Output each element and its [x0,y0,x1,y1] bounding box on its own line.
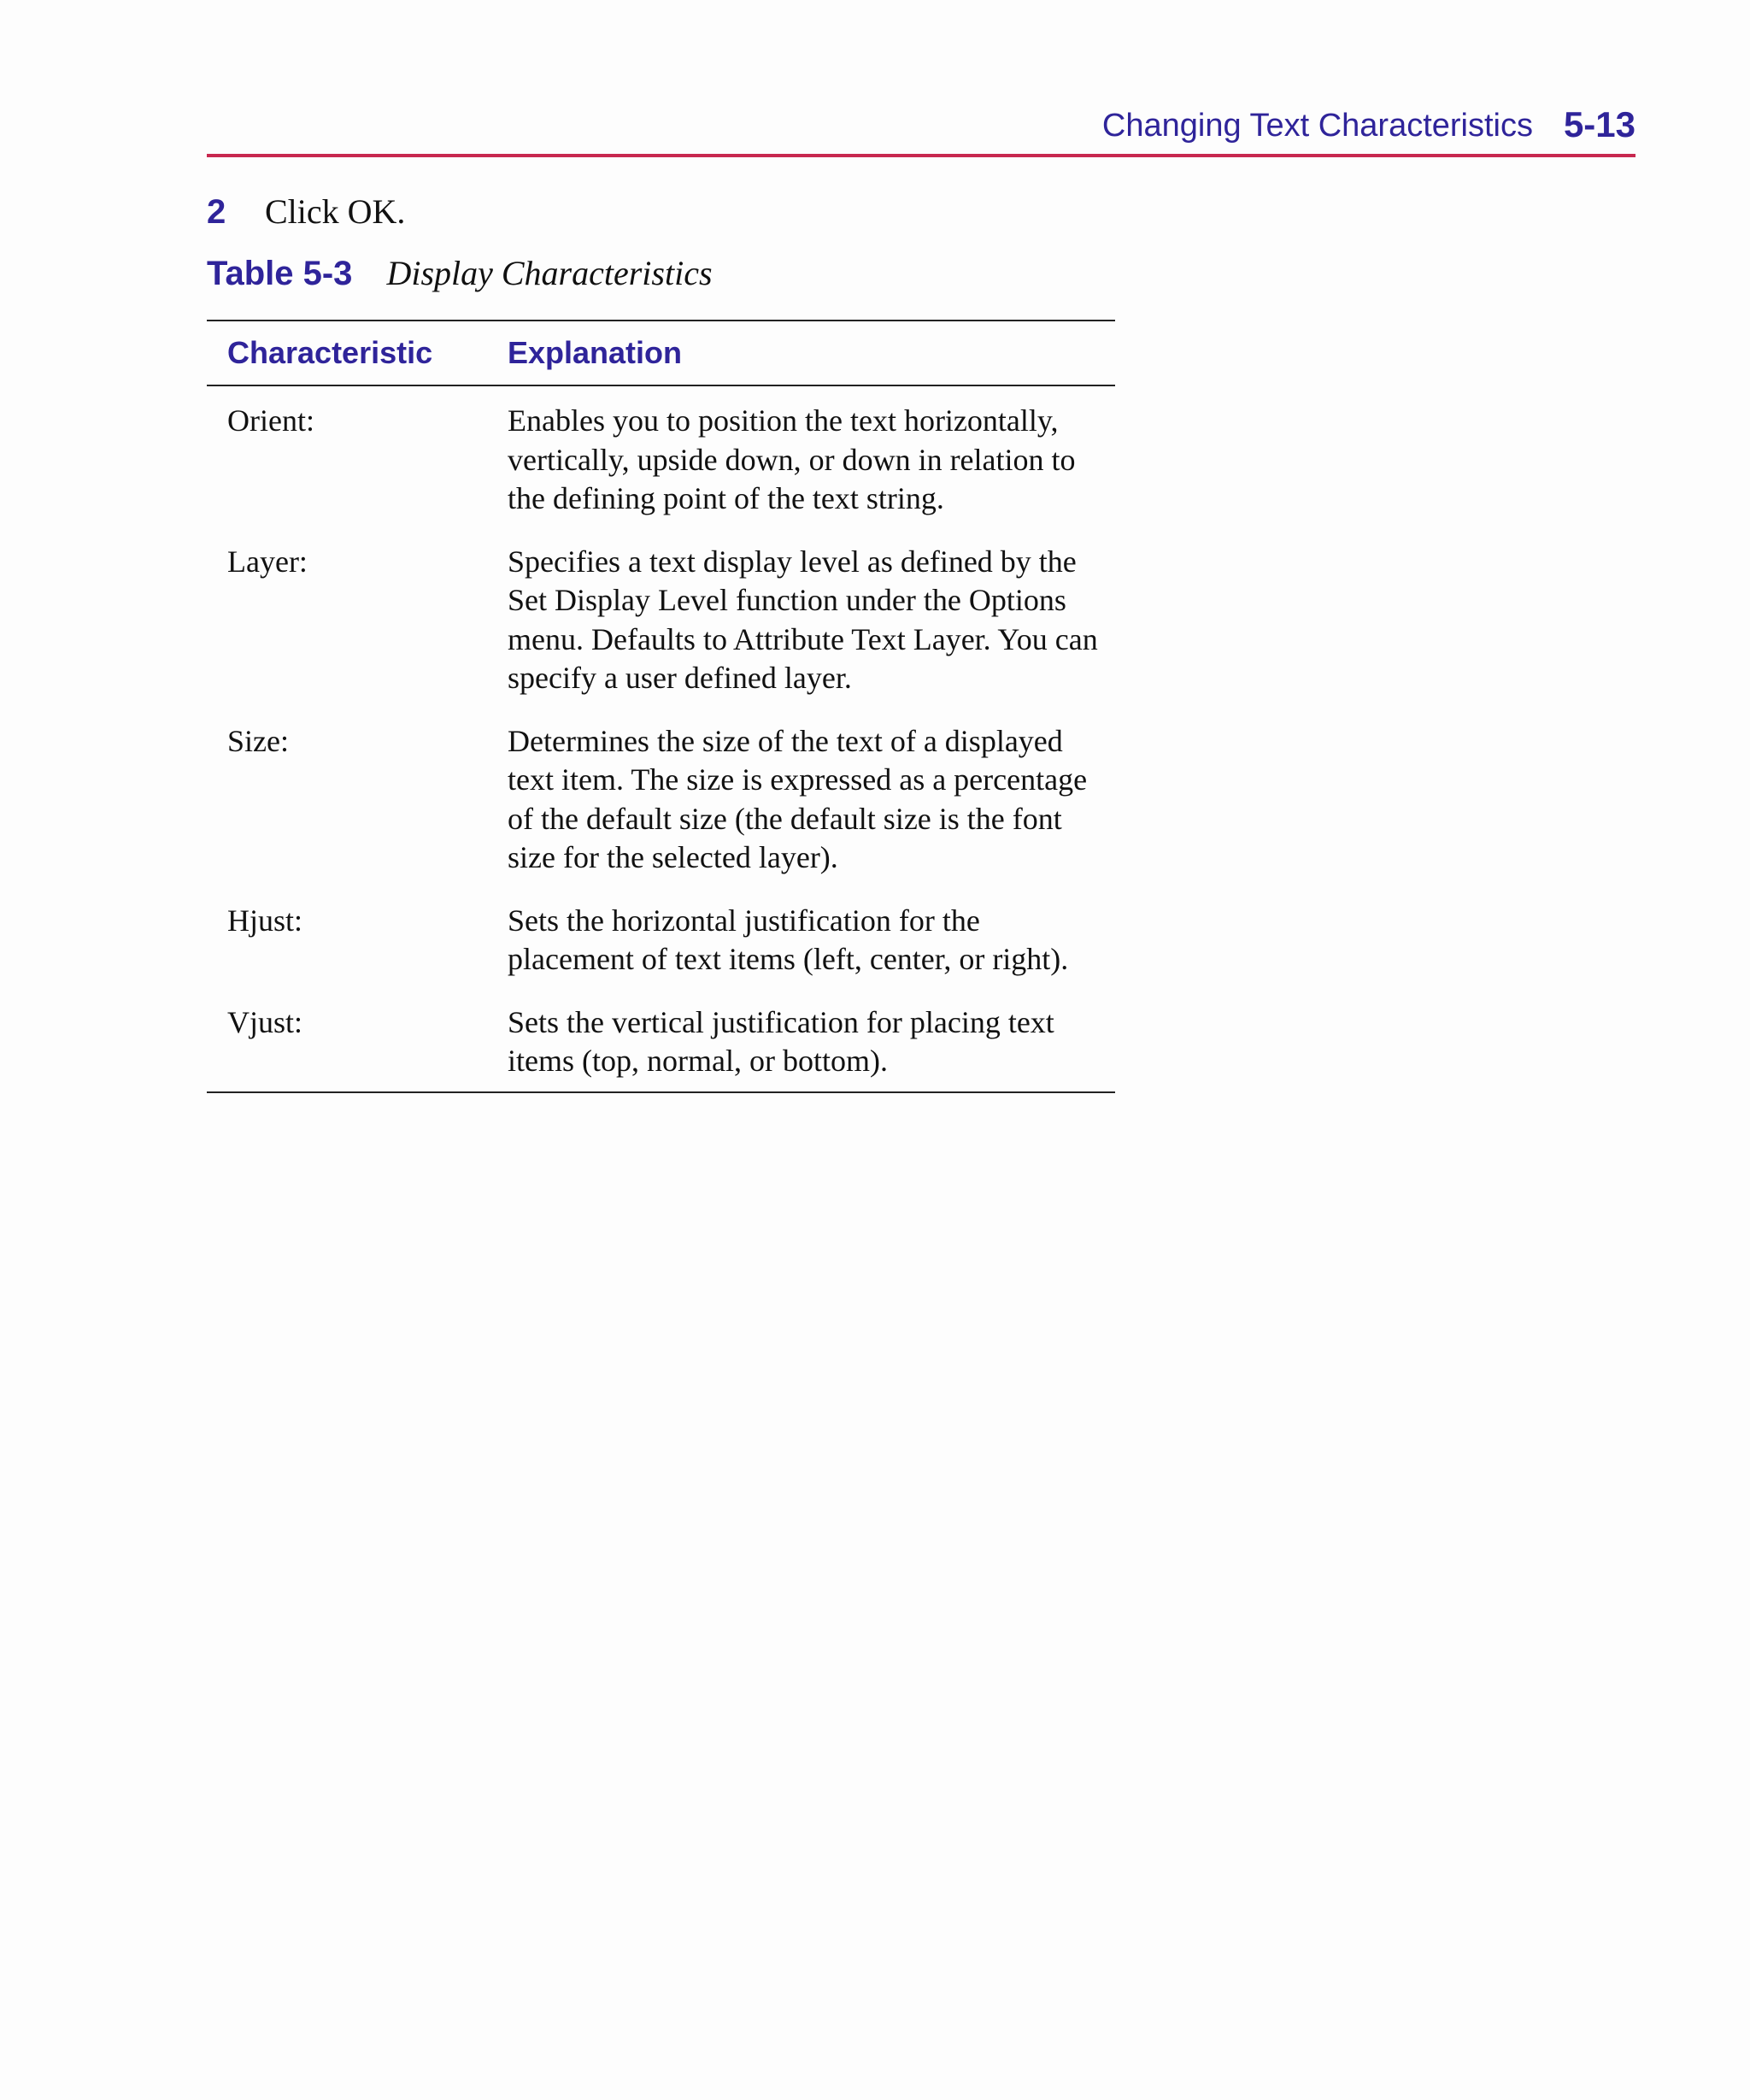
characteristic-cell: Orient: [227,403,314,438]
explanation-cell: Sets the horizontal justification for the placement of text items (left, center, or right). [508,903,1069,976]
table-row [207,722,1115,878]
header-section-title: Changing Text Characteristics [1101,108,1533,144]
column-header-characteristic: Characteristic [227,335,433,370]
characteristic-cell: Layer: [227,544,308,579]
characteristic-cell: Size: [227,723,289,758]
step-text: Click OK. [265,192,406,231]
characteristic-cell: Hjust: [227,903,303,938]
procedure-step [207,191,405,241]
running-header [207,101,1635,157]
table-body [207,386,1115,1091]
table-row [207,1003,1115,1081]
characteristics-table [207,320,1115,1093]
table-row [207,902,1115,979]
explanation-cell: Specifies a text display level as defined by the Set Display Level function under the Options menu. Defaults to Attribute Text Layer. You can specify a user defined layer. [508,544,1098,695]
column-header-explanation: Explanation [508,335,683,370]
table-label: Table 5-3 [207,255,353,292]
page-number: 5-13 [1563,104,1635,144]
explanation-cell: Enables you to position the text horizontally, vertically, upside down, or down in relation to the defining point of the text string. [508,403,1076,515]
explanation-cell: Determines the size of the text of a displayed text item. The size is expressed as a percentage of the default size (the default size is the font size for the selected layer). [508,723,1088,874]
characteristic-cell: Vjust: [227,1004,303,1039]
table-row [207,402,1115,519]
table-row [207,543,1115,698]
explanation-cell: Sets the vertical justification for placing text items (top, normal, or bottom). [508,1004,1054,1078]
table-title: Display Characteristics [386,254,713,292]
table-header-row [207,321,1115,386]
step-number: 2 [207,193,226,231]
table-caption [207,253,713,293]
